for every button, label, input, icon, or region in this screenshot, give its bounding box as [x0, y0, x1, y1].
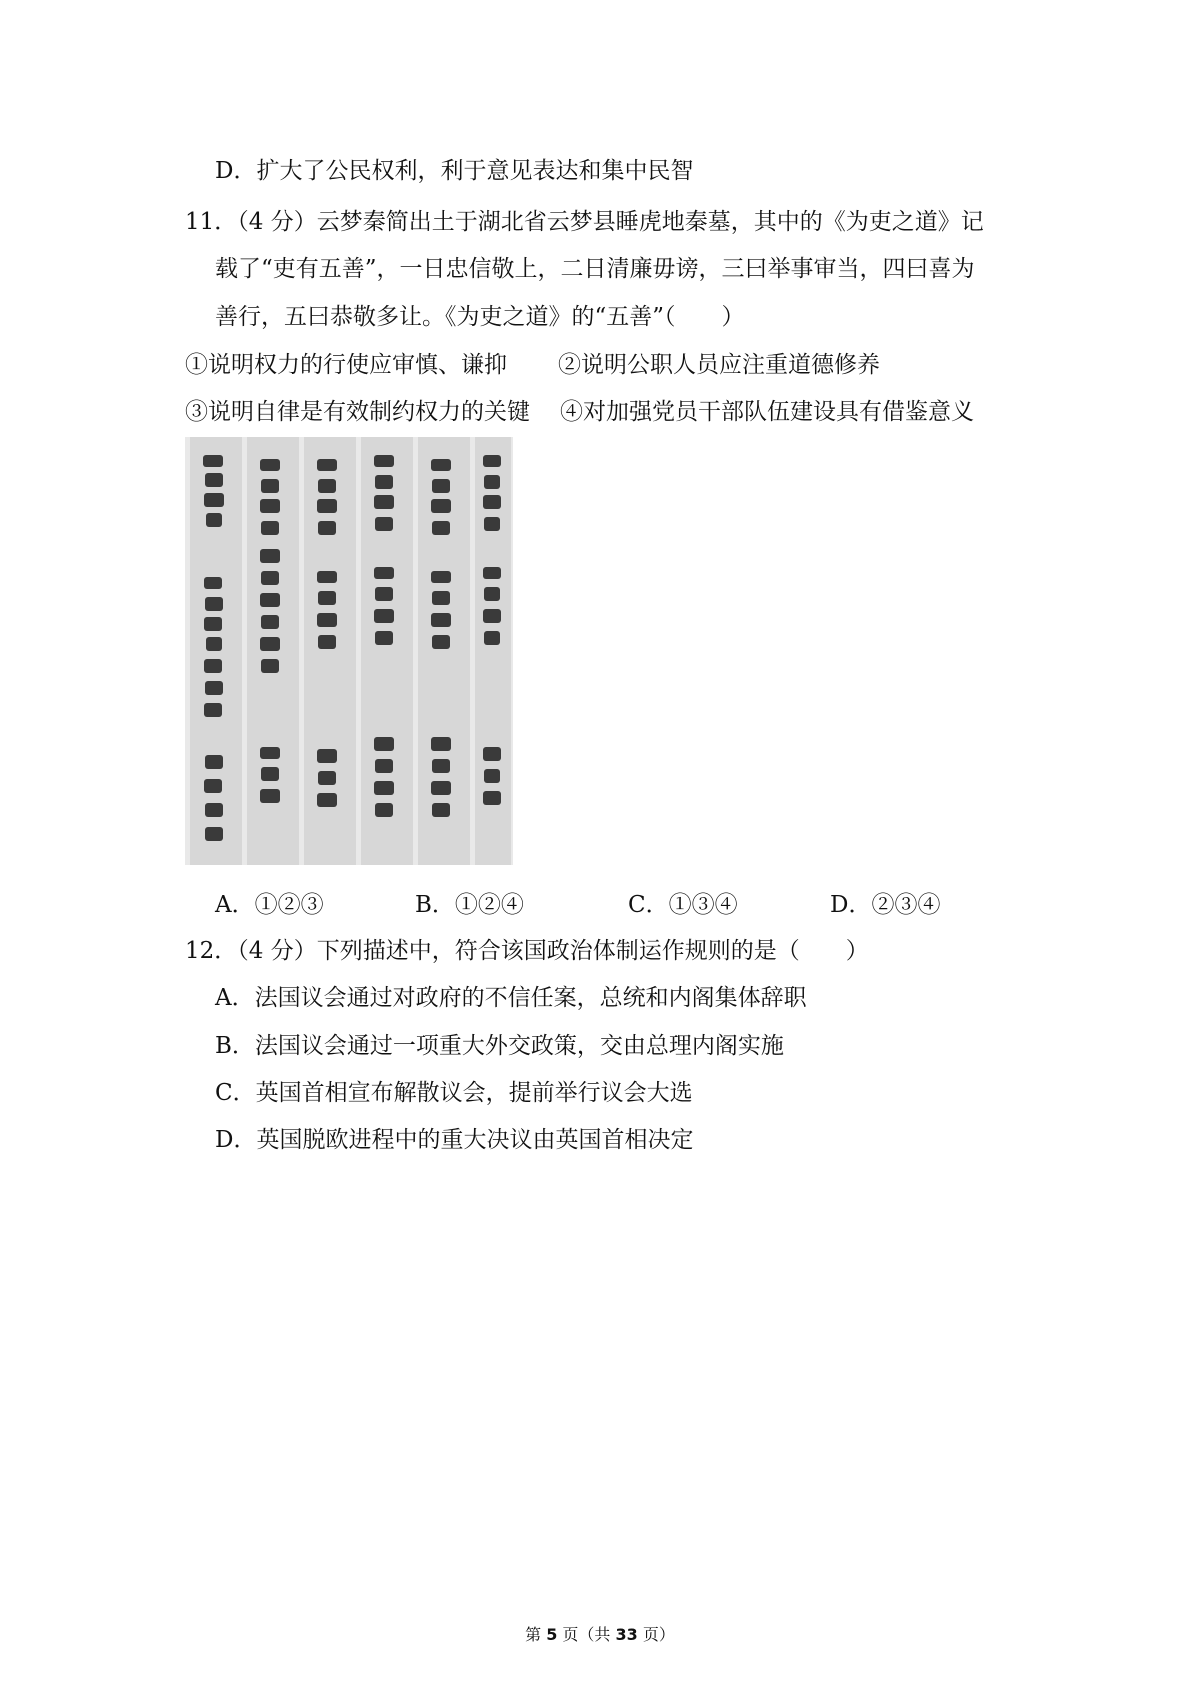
q11-statement-3: ③说明自律是有效制约权力的关键 — [185, 399, 530, 425]
q11-statement-1: ①说明权力的行使应审慎、谦抑 — [185, 352, 507, 378]
q11-option-c: C．①③④ — [628, 892, 738, 918]
q12-option-c: C．英国首相宣布解散议会，提前举行议会大选 — [215, 1080, 693, 1106]
q11-stem-line-1: 11．（4 分）云梦秦简出土于湖北省云梦县睡虎地秦墓，其中的《为吏之道》记 — [185, 209, 984, 235]
footer-prefix: 第 — [525, 1625, 542, 1644]
q12-option-b: B．法国议会通过一项重大外交政策，交由总理内阁实施 — [215, 1033, 784, 1059]
footer-middle: 页（共 — [562, 1625, 611, 1644]
q11-statement-2: ②说明公职人员应注重道德修养 — [558, 352, 880, 378]
q11-stem-line-2: 载了“吏有五善”，一日忠信敬上，二日清廉毋谤，三曰举事审当，四曰喜为 — [215, 256, 975, 282]
q12-option-d: D．英国脱欧进程中的重大决议由英国首相决定 — [215, 1127, 694, 1153]
q11-stem-line-3: 善行，五曰恭敬多让。《为吏之道》的“五善”（ ） — [215, 304, 745, 330]
q10-option-d: D．扩大了公民权利，利于意见表达和集中民智 — [215, 158, 694, 184]
q11-option-d: D．②③④ — [830, 892, 941, 918]
page-footer — [0, 1622, 1200, 1645]
footer-page-number: 5 — [546, 1625, 558, 1644]
q11-option-a: A．①②③ — [215, 892, 324, 918]
q12-stem: 12．（4 分）下列描述中，符合该国政治体制运作规则的是（ ） — [185, 938, 869, 964]
bamboo-slip-scan-image — [185, 437, 513, 865]
footer-total-pages: 33 — [615, 1625, 638, 1644]
footer-suffix: 页） — [642, 1625, 675, 1644]
q11-option-b: B．①②④ — [415, 892, 524, 918]
q12-option-a: A．法国议会通过对政府的不信任案，总统和内阁集体辞职 — [215, 985, 807, 1011]
q11-statement-4: ④对加强党员干部队伍建设具有借鉴意义 — [560, 399, 974, 425]
